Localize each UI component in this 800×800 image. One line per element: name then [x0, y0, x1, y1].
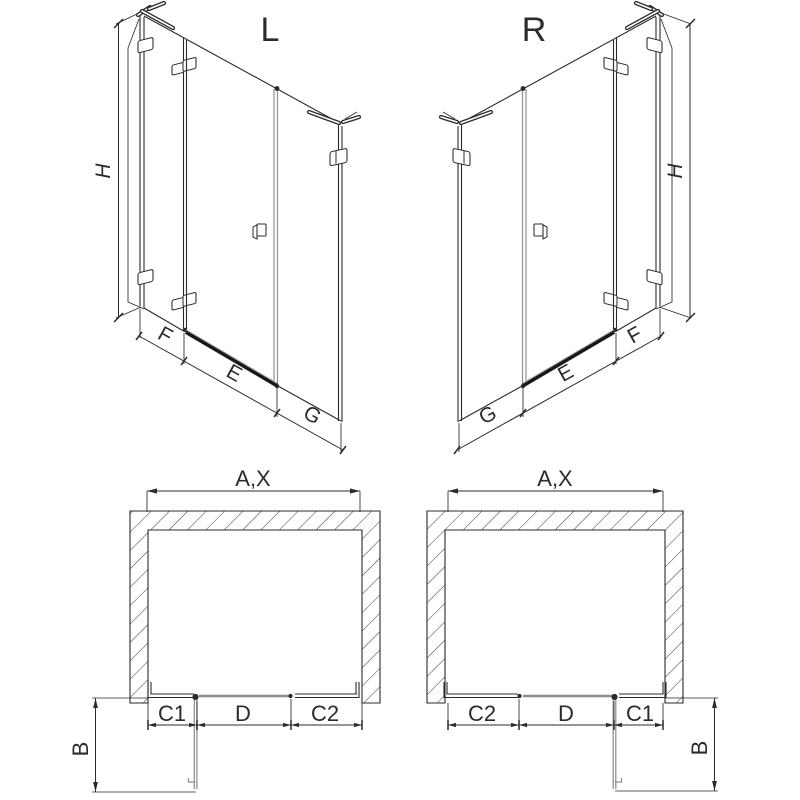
iso-left-drawing [92, 3, 359, 454]
dimension-chain-plan-left [148, 699, 362, 730]
height-label: H [664, 163, 687, 179]
corner-profile [444, 682, 480, 698]
door-open-position [194, 700, 197, 789]
segment-label: F [623, 322, 647, 349]
fixed-panel-f [138, 37, 196, 331]
segment-label: E [554, 359, 578, 387]
segment-label: C2 [467, 701, 497, 726]
dimension-chain-left [136, 309, 346, 454]
dimension-chain-right [454, 309, 664, 454]
segment-label: E [222, 359, 246, 387]
dimension-width-left [147, 466, 360, 512]
plan-left-drawing [68, 466, 380, 792]
wall-bracket [453, 148, 470, 166]
corner-profile [148, 682, 194, 698]
segment-label: C1 [625, 701, 655, 726]
wall-bracket [330, 148, 347, 166]
door-pivot [192, 694, 198, 700]
corner-profile [636, 682, 666, 698]
door-panel-e [521, 40, 618, 388]
segment-label: G [475, 401, 501, 430]
door-pivot [611, 694, 617, 700]
depth-label: B [687, 740, 712, 756]
glass-assembly-plan-left [148, 682, 359, 789]
segment-label: G [299, 401, 325, 430]
segment-label: D [235, 701, 251, 726]
fixed-panel-g [441, 112, 523, 422]
iso-right-drawing [441, 3, 695, 454]
variant-label-left: L [260, 11, 280, 49]
corner-profile [330, 682, 359, 698]
fixed-panel-c2 [447, 694, 518, 698]
segment-label: D [558, 701, 574, 726]
door-handle-knob [253, 224, 266, 239]
dimension-height-left [92, 13, 141, 322]
height-label: H [92, 163, 115, 179]
dimension-width-right [448, 466, 663, 512]
plan-right-drawing [427, 466, 718, 791]
variant-label-right: R [521, 11, 547, 49]
fixed-panel-f [604, 37, 662, 331]
door-handle-knob [534, 224, 547, 239]
fixed-panel-g [277, 112, 359, 422]
segment-label: C1 [157, 701, 187, 726]
depth-label: B [68, 741, 93, 757]
segment-label: F [153, 322, 177, 349]
walls-hatched [130, 511, 380, 703]
width-label: A,X [235, 466, 271, 491]
dimension-chain-plan-right [448, 699, 663, 730]
dimension-height-right [659, 13, 695, 322]
width-label: A,X [537, 466, 573, 491]
walls-hatched [427, 511, 683, 703]
door-panel-e [183, 40, 280, 388]
glass-assembly-plan-right [444, 682, 666, 789]
segment-label: C2 [310, 701, 340, 726]
